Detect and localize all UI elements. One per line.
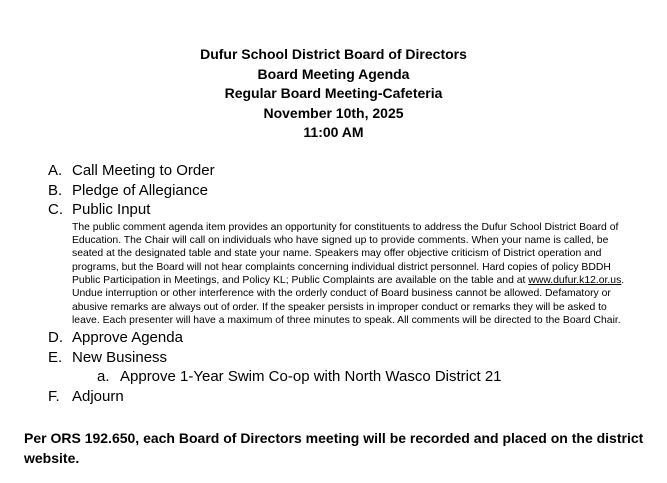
agenda-title: Board Meeting Agenda	[257, 65, 410, 82]
item-label: Call Meeting to Order	[72, 162, 215, 179]
agenda-item-new-business	[48, 348, 648, 368]
meeting-time: 11:00 AM	[303, 124, 364, 141]
item-label: Public Input	[72, 201, 151, 219]
description-line: leave. Each presenter will have a maximum of three minutes to speak. All comments will be directed to the Board Chair.	[72, 314, 621, 326]
district-website-link[interactable]: www.dufur.k12.or.us	[528, 274, 622, 286]
meeting-type-location: Regular Board Meeting-Cafeteria	[224, 85, 443, 102]
description-line-with-link	[72, 274, 642, 287]
agenda-list	[48, 161, 648, 407]
description-line: programs, but the Board will not hear complaints concerning individual district personnel. Hard copies of policy BDDH	[72, 261, 611, 273]
item-label: Adjourn	[72, 387, 124, 405]
district-board-title: Dufur School District Board of Directors	[200, 46, 467, 62]
item-letter: E.	[48, 348, 63, 366]
item-letter: A.	[48, 162, 63, 179]
description-line: Education. The Chair will call on individuals who have signed up to provide comments. When your name is called, be	[72, 235, 609, 247]
item-letter: B.	[48, 181, 63, 199]
description-text: Public Participation in Meetings, and Policy KL; Public Complaints are available on the table and at	[72, 274, 529, 286]
agenda-item-public-input	[48, 200, 648, 220]
item-label: Approve Agenda	[72, 329, 183, 347]
agenda-item-call-to-order	[48, 161, 648, 181]
agenda-item-adjourn	[48, 387, 648, 407]
link-suffix: .	[621, 274, 625, 286]
description-line: seated at the designated table and state your name. Speakers may offer objective criticism of District operation and	[72, 248, 602, 260]
item-letter: F.	[48, 387, 60, 405]
sub-item-letter: a.	[97, 368, 110, 386]
agenda-item-pledge	[48, 181, 648, 201]
description-line: abusive remarks are always out of order. If the speaker persists in improper conduct or remarks they will be asked to	[72, 301, 607, 313]
description-line: The public comment agenda item provides an opportunity for constituents to address the Dufur School District Board of	[72, 221, 619, 233]
item-letter: C.	[48, 201, 63, 219]
item-letter: D.	[48, 329, 63, 347]
agenda-item-approve-agenda	[48, 328, 648, 348]
public-input-description	[72, 220, 642, 328]
meeting-date: November 10th, 2025	[263, 104, 404, 121]
sub-item-label: Approve 1-Year Swim Co-op with North Wasco District 21	[120, 368, 502, 386]
agenda-sub-item-swim-coop	[48, 367, 648, 387]
item-label: New Business	[72, 348, 168, 366]
recording-notice: Per ORS 192.650, each Board of Directors meeting will be recorded and placed on the district website.	[24, 430, 644, 466]
description-line: Undue interruption or other interference with the orderly conduct of Board business cannot be allowed. Defamatory or	[72, 288, 611, 300]
agenda-header	[0, 45, 667, 143]
item-label: Pledge of Allegiance	[72, 181, 208, 199]
